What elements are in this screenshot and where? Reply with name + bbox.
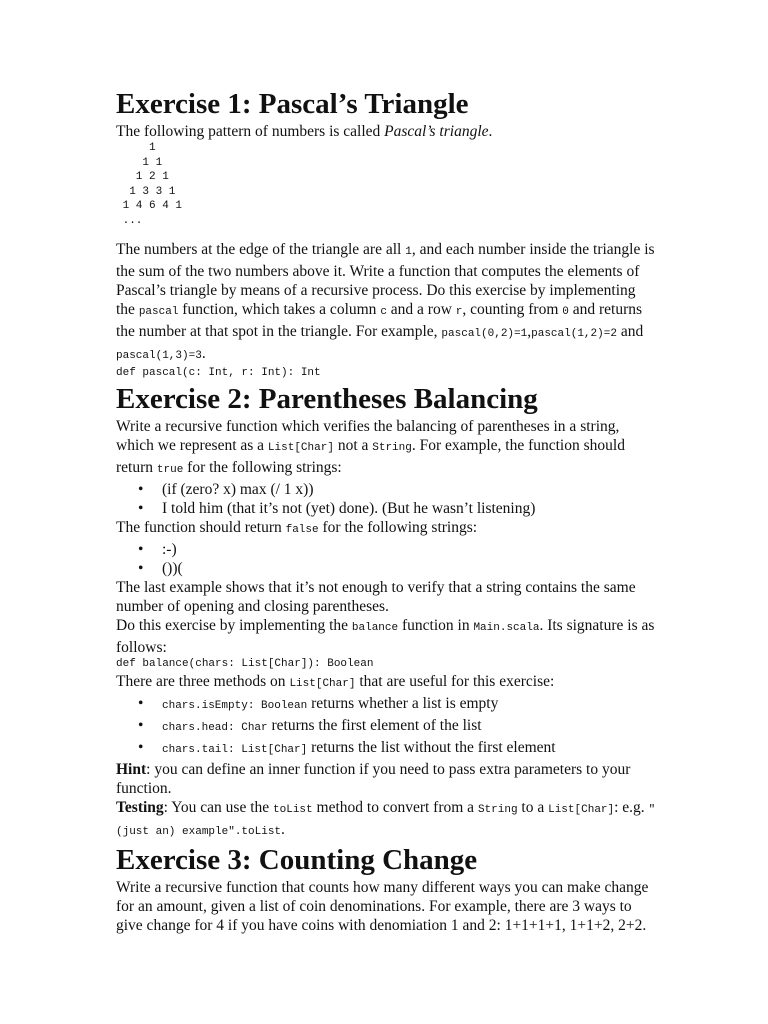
intro-text: The following pattern of numbers is called [116, 123, 385, 140]
text: There are three methods on [116, 673, 290, 690]
text: returns the list without the first element [307, 739, 556, 756]
text: . Its signature is as follows: [116, 617, 655, 656]
inline-code: chars.head: Char [162, 722, 268, 734]
text: function in [398, 617, 474, 634]
list-item [116, 716, 656, 738]
list-item [116, 738, 656, 760]
text: , [527, 323, 532, 340]
text: returns whether a list is empty [307, 695, 499, 712]
text: , counting from [462, 301, 563, 318]
intro-text-end: . [488, 123, 493, 140]
exercise-1-intro [116, 122, 656, 141]
inline-code: pascal [138, 306, 179, 318]
false-strings-list [116, 540, 656, 578]
pascal-triangle-figure: 1 1 1 1 2 1 1 3 3 1 1 4 6 4 1 ... [122, 142, 183, 227]
exercise-3-heading: Exercise 3: Counting Change [116, 844, 478, 876]
exercise-2-instructions [116, 616, 656, 657]
text: for the following strings: [183, 459, 342, 476]
text: for the following strings: [318, 519, 478, 536]
exercise-3-description: Write a recursive function that counts how many different ways you can make change for an amount, given a list of coin denominations. For example, there are 3 ways to give change for 4 if you have coins with denomiation 1 and 2: 1+1+1+1, 1+1+2, 2+2. [116, 879, 649, 934]
text: and a row [386, 301, 456, 318]
exercise-2-note: The last example shows that it’s not enough to verify that a string contains the same number of opening and closing parentheses. [116, 579, 636, 615]
list-item [116, 694, 656, 716]
text: and returns the number at that spot in the triangle. For example, [116, 301, 643, 340]
methods-intro [116, 672, 656, 694]
text: The numbers at the edge of the triangle are all [116, 241, 406, 258]
inline-code: toList [273, 804, 313, 816]
exercise-1-heading: Exercise 1: Pascal’s Triangle [116, 88, 469, 120]
list-item: • ())( [116, 559, 656, 578]
exercise-1-description [116, 240, 656, 366]
text: : e.g. [614, 799, 649, 816]
text: . [281, 821, 285, 838]
text: , and each number inside the triangle is the sum of the two numbers above it. Write a function that computes the elements of Pascal’s triangle by means of a recursive process. Do this exercise by implementing the [116, 241, 655, 318]
inline-code: false [285, 524, 319, 536]
pascal-signature: def pascal(c: Int, r: Int): Int [116, 367, 321, 379]
testing-label: Testing [116, 799, 164, 816]
inline-code: String [372, 442, 412, 454]
text: . For example, the function should return [116, 437, 625, 476]
inline-code: chars.tail: List[Char] [162, 744, 308, 756]
list-item: • (if (zero? x) max (/ 1 x)) [116, 480, 656, 499]
inline-code: String [477, 804, 518, 816]
inline-code: pascal(1,2)=2 [531, 328, 617, 340]
exercise-2-heading: Exercise 2: Parentheses Balancing [116, 383, 538, 415]
hint-label: Hint [116, 761, 147, 778]
text: method to convert from a [312, 799, 478, 816]
text: and [616, 323, 644, 340]
inline-code: List[Char] [289, 678, 356, 690]
inline-code: chars.isEmpty: Boolean [162, 700, 308, 712]
methods-list [116, 694, 656, 760]
inline-code: "(just an) example".toList [116, 804, 656, 838]
list-item: • I told him (that it’s not (yet) done). (But he wasn’t listening) [116, 499, 656, 518]
text: Write a recursive function which verifies the balancing of parentheses in a string, which we represent as a [116, 418, 620, 454]
false-strings-intro [116, 518, 656, 540]
inline-code: c [380, 306, 387, 318]
inline-code: List[Char] [548, 804, 615, 816]
inline-code: 1 [405, 246, 412, 258]
text: that are useful for this exercise: [355, 673, 555, 690]
inline-code: Main.scala [473, 622, 540, 634]
inline-code: true [156, 464, 184, 476]
document-content [116, 86, 656, 935]
text: : You can use the [163, 799, 274, 816]
inline-code: 0 [562, 306, 569, 318]
intro-emphasis: Pascal’s triangle [384, 123, 489, 140]
hint-paragraph [116, 760, 656, 798]
exercise-2-intro [116, 417, 656, 480]
list-item: • :-) [116, 540, 656, 559]
text: to a [517, 799, 549, 816]
text: Do this exercise by implementing the [116, 617, 352, 634]
text: function, which takes a column [178, 301, 381, 318]
balance-signature: def balance(chars: List[Char]): Boolean [116, 658, 374, 670]
inline-code: balance [351, 622, 399, 634]
text: The function should return [116, 519, 286, 536]
inline-code: pascal(0,2)=1 [441, 328, 528, 340]
text: not a [333, 437, 373, 454]
text: : you can define an inner function if you need to pass extra parameters to your function. [116, 761, 631, 797]
text: returns the first element of the list [267, 717, 482, 734]
inline-code: List[Char] [267, 442, 334, 454]
true-strings-list [116, 480, 656, 518]
inline-code: pascal(1,3)=3 [116, 350, 202, 362]
testing-paragraph [116, 798, 656, 842]
inline-code: r [455, 306, 463, 318]
text: . [201, 345, 206, 362]
